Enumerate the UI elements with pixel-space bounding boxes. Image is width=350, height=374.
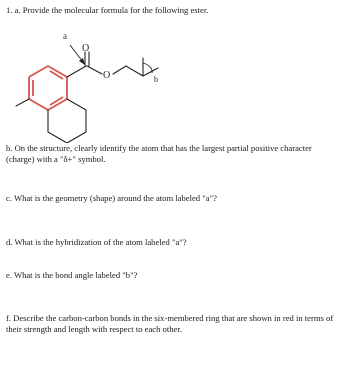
atom-label-o-ester: O: [103, 70, 111, 81]
red-aromatic-ring: [29, 66, 67, 110]
red-ring-double-2: [50, 97, 63, 105]
question-1f: f. Describe the carbon-carbon bonds in the six-membered ring that are shown in red in terms of their strength and length with respect to each other.: [6, 313, 334, 334]
label-a: a: [63, 31, 67, 41]
question-1d: d. What is the hybridization of the atom labeled "a"?: [6, 237, 187, 247]
question-1a: 1. a. Provide the molecular formula for the following ester.: [6, 5, 209, 15]
ring-to-carbonyl-bond: [67, 66, 86, 77]
ester-o-to-ch2-bond: [113, 66, 126, 74]
ch2-to-ch-bond: [126, 66, 143, 76]
carbonyl-to-ester-o-bond: [87, 66, 102, 74]
red-ring-double-1: [50, 71, 63, 79]
ester-structure-diagram: [0, 18, 350, 143]
cyclohexane-bond-3: [67, 132, 86, 143]
question-1b: b. On the structure, clearly identify the atom that has the largest partial positive character (charge) with a "δ+" symbol.: [6, 143, 312, 164]
cyclohexane-bond-1: [67, 99, 86, 110]
question-1e: e. What is the bond angle labeled "b"?: [6, 270, 138, 280]
question-1c: c. What is the geometry (shape) around the atom labeled "a"?: [6, 193, 217, 203]
black-bonds: [16, 52, 158, 143]
cyclohexane-bond-4: [48, 132, 67, 143]
atom-label-o-carbonyl: O: [82, 43, 90, 54]
label-b: b: [154, 75, 158, 84]
methyl-bond: [16, 99, 29, 106]
red-ring-bond-4: [29, 99, 48, 110]
red-ring-bond-6: [29, 66, 48, 77]
